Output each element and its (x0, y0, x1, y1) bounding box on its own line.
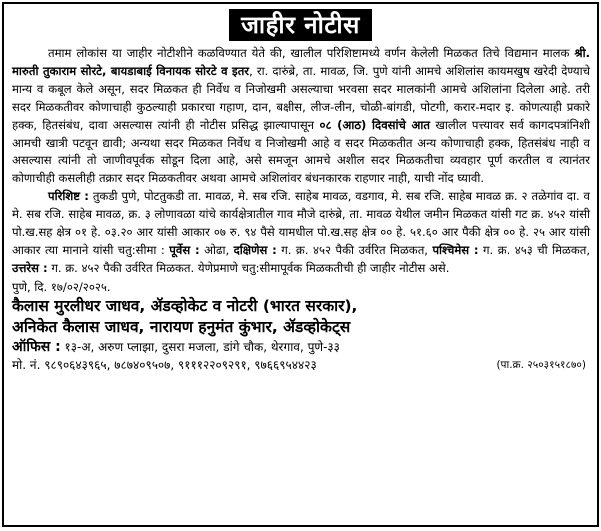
schedule-label: परिशिष्ट : (48, 189, 89, 204)
title-wrap (4, 4, 597, 41)
intro-text: तमाम लोकांस या जाहीर नोटीशीने कळविण्यात येते की, खालील परिशिष्टामध्ये वर्णन केलेली मिळकत तिचे विद्यमान मालक (48, 46, 570, 60)
schedule-text: तुकडी पुणे, पोटतुकडी ता. मावळ, मे. सब रजि. साहेब मावळ, वडगाव, मे. सब रजि. साहेब मावळ क्र. २ तळेगांव दा. व मे. सब रजि. साहेब मावळ, क्र. ३ लोणावळा यांचे कार्यक्षेत्रातील गाव मौजे दारुंब्रे, ता. मावळ येथील जमीन मिळकत यांसी गट क्र. ४५२ यांसी पो.ख.सह क्षेत्र ०१ हे. ०३.२० आर यांसी आकार ०७ रु. ९४ पैसे यामधील पो.ख.सह क्षेत्र ०० हे. ५१.६० आर पैकी क्षेत्र ०० हे. २५ आर यांसी आकार त्या मानाने यांसी चतु:सीमा : (12, 189, 590, 257)
advocate-line-2: अनिकेत कैलास जाधव, नारायण हनुमंत कुंभार, ॲडव्होकेट्स (12, 317, 351, 336)
north-boundary: ग. क्र. ४५२ पैकी उर्वरित मिळकत. येणेप्रमाणे चतु:सीमापूर्वक मिळकतीची ही जाहीर नोटीस असे. (51, 260, 450, 275)
objection-period: ०८ (आठ) दिवसांचे आत (319, 117, 430, 132)
advocate-line-1: कैलास मुरलीधर जाधव, ॲडव्होकेट व नोटरी (भारत सरकार), (12, 296, 358, 315)
mobile-label: मो. नं. (12, 357, 41, 372)
south-label: दक्षिणेस : (233, 242, 277, 257)
east-label: पूर्वेस : (169, 242, 200, 257)
notice-box (2, 2, 599, 527)
west-boundary: ग. क्र. ४५३ ची मिळकत, (483, 242, 591, 257)
contact-line (12, 356, 590, 374)
office-label: ऑफिस : (12, 338, 61, 355)
notice-paragraph (12, 45, 590, 188)
notice-text-rest: खालील पत्त्यावर सर्व कागदपत्रांनिशी आमची खात्री पटवून द्यावी; अन्यथा सदर मिळकत निर्वेध व निजोखमी आहे व सदर मिळकतीत अन्य कोणाचाही हक्क, हितसंबंध नाही व असल्यास त्यांनी तो जाणीवपूर्वक सोडून दिला आहे, असे समजून आमचे अशील सदर मिळकतीचा व्यवहार पूर्ण करतील व त्यानंतर कोणाचीही कसलीही तक्रार सदर मिळकतीवर अथवा आमचे अशिलांवर बंधनकारक राहणार नाही, याची नोंद घ्यावी. (12, 117, 591, 186)
east-boundary: ओढा, (204, 242, 230, 257)
notice-date: पुणे, दि. १७/०२/२०२५. (12, 279, 111, 294)
notice-text-mid: , रा. दारुंब्रे, ता. मावळ, जि. पुणे यांनी आमचे अशिलांस कायमखुष खरेदी देण्याचे मान्य व कबूल केले असून, सदर मिळकत ही निर्वेध व निजोखमी असल्याचा भरवसा सदर मालकांनी आमचे अशिलांना दिलेला आहे. तरी सदर मिळकतीवर कोणाचाही कुठल्याही प्रकारचा गहाण, दान, बक्षीस, लीज-लीन, चोळी-बांगडी, पोटगी, करार-मदार इ. कोणत्याही प्रकारे हक्क, हितसंबंध, दावा असल्यास त्यांनी ही नोटीस प्रसिद्ध झाल्यापासून (12, 63, 591, 132)
west-label: पश्चिमेस : (432, 242, 479, 257)
schedule-paragraph (12, 188, 590, 278)
south-boundary: ग. क्र. ४५२ पैकी उर्वरित मिळकत, (281, 242, 428, 257)
office-address: १३-अ, अरुण प्लाझा, दुसरा मजला, डांगे चौक, थेरगाव, पुणे-३३ (64, 339, 340, 354)
owners-names: श्री. मारुती तुकाराम सोरटे, बायडाबाई विनायक सोरटे व इतर (12, 46, 590, 78)
mobile-numbers: ९८९०६४३९६५, ७८७४०९५०७, ९१११२२०९२९१, ९७६६९५४४२३ (44, 357, 317, 372)
north-label: उत्तरेस : (12, 260, 48, 275)
office-address-line (12, 338, 590, 356)
notice-title: जाहीर नोटीस (229, 9, 372, 41)
reference-number: (पा.क्र. २५०३१५१८७०) (496, 358, 586, 371)
notice-body (4, 41, 597, 374)
